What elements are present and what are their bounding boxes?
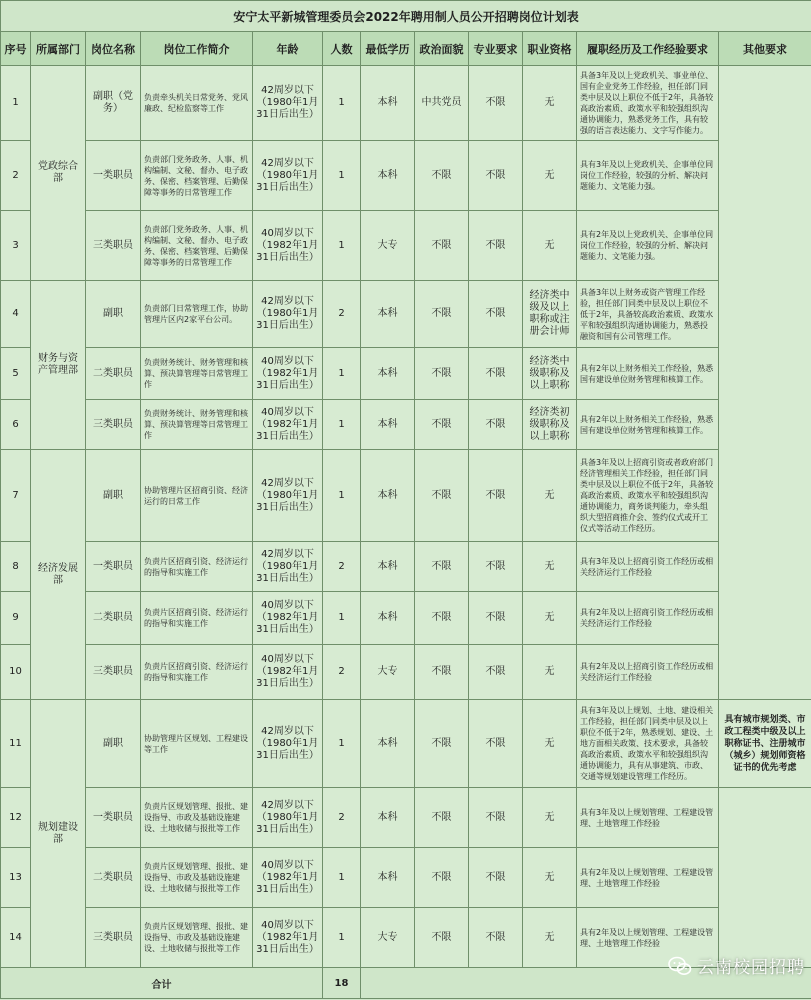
cell-experience: 具备3年及以上党政机关、事业单位、国有企业党务工作经验，担任部门同类中层及以上职位不低于2年，具备较高政治素质、政策水平和较强组织沟通协调能力，熟悉党务工作，具有较强的语言表达能力、文字写作能力。 [577, 66, 719, 141]
table-row [1, 542, 811, 592]
header-age: 年龄 [253, 32, 323, 66]
cell-no: 1 [1, 66, 31, 141]
cell-other-empty [719, 788, 811, 968]
cell-intro: 负责部门党务政务、人事、机构编制、文秘、督办、电子政务、保密、档案管理、后勤保障等事务的日常管理工作 [141, 211, 253, 281]
cell-major: 不限 [469, 141, 523, 211]
cell-major: 不限 [469, 348, 523, 400]
cell-certificate: 无 [523, 592, 577, 645]
cell-department: 规划建设部 [31, 700, 86, 968]
cell-post: 副职 [86, 700, 141, 788]
cell-certificate: 无 [523, 66, 577, 141]
cell-education: 本科 [361, 450, 415, 542]
cell-politics: 不限 [415, 141, 469, 211]
wechat-icon [668, 956, 692, 976]
header-politics: 政治面貌 [415, 32, 469, 66]
cell-no: 5 [1, 348, 31, 400]
cell-no: 11 [1, 700, 31, 788]
cell-experience: 具有3年及以上规划管理、工程建设管理、土地管理工作经验 [577, 788, 719, 848]
total-label: 合计 [1, 968, 323, 999]
cell-count: 1 [323, 908, 361, 968]
cell-education: 大专 [361, 211, 415, 281]
cell-post: 二类职员 [86, 592, 141, 645]
cell-age: 42周岁以下（1980年1月31日后出生） [253, 141, 323, 211]
cell-certificate: 无 [523, 700, 577, 788]
cell-politics: 中共党员 [415, 66, 469, 141]
cell-post: 一类职员 [86, 788, 141, 848]
header-intro: 岗位工作简介 [141, 32, 253, 66]
cell-education: 本科 [361, 400, 415, 450]
header-certificate: 职业资格 [523, 32, 577, 66]
cell-certificate: 无 [523, 211, 577, 281]
cell-age: 40周岁以下（1982年1月31日后出生） [253, 592, 323, 645]
cell-post: 三类职员 [86, 400, 141, 450]
table-title: 安宁太平新城管理委员会2022年聘用制人员公开招聘岗位计划表 [1, 1, 811, 32]
cell-age: 40周岁以下（1982年1月31日后出生） [253, 348, 323, 400]
cell-major: 不限 [469, 592, 523, 645]
table-row [1, 645, 811, 700]
cell-no: 4 [1, 281, 31, 348]
cell-intro: 负责财务统计、财务管理和核算、预决算管理等日常管理工作 [141, 348, 253, 400]
table-row [1, 450, 811, 542]
cell-intro: 负责片区招商引资、经济运行的指导和实施工作 [141, 542, 253, 592]
header-other: 其他要求 [719, 32, 811, 66]
cell-department: 党政综合部 [31, 66, 86, 281]
header-count: 人数 [323, 32, 361, 66]
cell-age: 42周岁以下（1980年1月31日后出生） [253, 700, 323, 788]
cell-post: 副职 [86, 450, 141, 542]
cell-certificate: 经济类中级职称及以上职称 [523, 348, 577, 400]
cell-department: 财务与资产管理部 [31, 281, 86, 450]
table-row [1, 141, 811, 211]
cell-count: 1 [323, 66, 361, 141]
cell-certificate: 无 [523, 848, 577, 908]
cell-post: 二类职员 [86, 848, 141, 908]
cell-major: 不限 [469, 450, 523, 542]
cell-education: 本科 [361, 66, 415, 141]
cell-no: 3 [1, 211, 31, 281]
cell-post: 二类职员 [86, 348, 141, 400]
cell-major: 不限 [469, 848, 523, 908]
cell-intro: 负责部门日常管理工作，协助管理片区内2家平台公司。 [141, 281, 253, 348]
cell-count: 1 [323, 700, 361, 788]
cell-education: 本科 [361, 848, 415, 908]
cell-count: 2 [323, 542, 361, 592]
cell-post: 三类职员 [86, 908, 141, 968]
cell-count: 1 [323, 211, 361, 281]
watermark [668, 953, 805, 978]
cell-intro: 负责财务统计、财务管理和核算、预决算管理等日常管理工作 [141, 400, 253, 450]
cell-education: 本科 [361, 700, 415, 788]
cell-major: 不限 [469, 645, 523, 700]
cell-education: 本科 [361, 542, 415, 592]
table-row [1, 592, 811, 645]
cell-post: 副职 [86, 281, 141, 348]
header-major: 专业要求 [469, 32, 523, 66]
cell-department: 经济发展部 [31, 450, 86, 700]
cell-experience: 具有2年及以上招商引资工作经历或相关经济运行工作经验 [577, 645, 719, 700]
cell-certificate: 无 [523, 450, 577, 542]
cell-post: 三类职员 [86, 211, 141, 281]
cell-intro: 协助管理片区规划、工程建设等工作 [141, 700, 253, 788]
cell-age: 42周岁以下（1980年1月31日后出生） [253, 542, 323, 592]
cell-intro: 负责牵头机关日常党务、党风廉政、纪检监察等工作 [141, 66, 253, 141]
cell-major: 不限 [469, 400, 523, 450]
cell-experience: 具有3年及以上规划、土地、建设相关工作经验，担任部门同类中层及以上职位不低于2年，熟悉规划、建设、土地方面相关政策、技术要求，具备较高政治素质、政策水平和较强组织沟通协调能力，具有从事建筑、市政、交通等规划建设管理工作经历。 [577, 700, 719, 788]
cell-count: 1 [323, 848, 361, 908]
table-row [1, 66, 811, 141]
cell-post: 三类职员 [86, 645, 141, 700]
cell-count: 1 [323, 400, 361, 450]
cell-age: 42周岁以下（1980年1月31日后出生） [253, 66, 323, 141]
cell-politics: 不限 [415, 400, 469, 450]
cell-intro: 负责片区招商引资、经济运行的指导和实施工作 [141, 645, 253, 700]
cell-no: 12 [1, 788, 31, 848]
cell-count: 1 [323, 141, 361, 211]
cell-education: 本科 [361, 281, 415, 348]
cell-no: 13 [1, 848, 31, 908]
cell-experience: 具有2年及以上党政机关、企事单位同岗位工作经验，较强的分析、解决问题能力、文笔能力强。 [577, 211, 719, 281]
cell-age: 40周岁以下（1982年1月31日后出生） [253, 848, 323, 908]
cell-intro: 负责片区规划管理、报批、建设指导、市政及基础设施建设、土地收储与报批等工作 [141, 908, 253, 968]
cell-age: 42周岁以下（1980年1月31日后出生） [253, 450, 323, 542]
cell-count: 2 [323, 281, 361, 348]
cell-certificate: 经济类初级职称及以上职称 [523, 400, 577, 450]
cell-certificate: 无 [523, 141, 577, 211]
cell-certificate: 无 [523, 542, 577, 592]
cell-intro: 协助管理片区招商引资、经济运行的日常工作 [141, 450, 253, 542]
cell-politics: 不限 [415, 211, 469, 281]
cell-count: 1 [323, 592, 361, 645]
cell-certificate: 无 [523, 645, 577, 700]
cell-intro: 负责部门党务政务、人事、机构编制、文秘、督办、电子政务、保密、档案管理、后勤保障等事务的日常管理工作 [141, 141, 253, 211]
cell-experience: 具有2年及以上规划管理、工程建设管理、土地管理工作经验 [577, 908, 719, 968]
cell-certificate: 无 [523, 788, 577, 848]
table-row [1, 788, 811, 848]
cell-count: 2 [323, 788, 361, 848]
cell-other-empty [719, 66, 811, 700]
cell-major: 不限 [469, 542, 523, 592]
cell-count: 2 [323, 645, 361, 700]
cell-experience: 具备3年以上财务或资产管理工作经验，担任部门同类中层及以上职位不低于2年，具备较高政治素质、政策水平和较强组织沟通协调能力，熟悉投融资和国有公司管理工作。 [577, 281, 719, 348]
cell-education: 大专 [361, 645, 415, 700]
cell-education: 本科 [361, 788, 415, 848]
cell-certificate: 无 [523, 908, 577, 968]
header-post: 岗位名称 [86, 32, 141, 66]
cell-count: 1 [323, 348, 361, 400]
total-count: 18 [323, 968, 361, 999]
cell-no: 10 [1, 645, 31, 700]
cell-intro: 负责片区招商引资、经济运行的指导和实施工作 [141, 592, 253, 645]
cell-experience: 具有2年及以上招商引资工作经历或相关经济运行工作经验 [577, 592, 719, 645]
cell-age: 42周岁以下（1980年1月31日后出生） [253, 281, 323, 348]
header-department: 所属部门 [31, 32, 86, 66]
cell-intro: 负责片区规划管理、报批、建设指导、市政及基础设施建设、土地收储与报批等工作 [141, 788, 253, 848]
cell-politics: 不限 [415, 848, 469, 908]
cell-politics: 不限 [415, 281, 469, 348]
cell-age: 40周岁以下（1982年1月31日后出生） [253, 908, 323, 968]
cell-age: 40周岁以下（1982年1月31日后出生） [253, 211, 323, 281]
cell-education: 大专 [361, 908, 415, 968]
header-education: 最低学历 [361, 32, 415, 66]
cell-no: 2 [1, 141, 31, 211]
cell-politics: 不限 [415, 592, 469, 645]
cell-experience: 具有2年以上财务相关工作经验，熟悉国有建设单位财务管理和核算工作。 [577, 348, 719, 400]
cell-post: 副职（党务） [86, 66, 141, 141]
cell-politics: 不限 [415, 645, 469, 700]
watermark-text: 云南校园招聘 [697, 958, 805, 978]
cell-major: 不限 [469, 908, 523, 968]
cell-experience: 具备3年及以上招商引资或者政府部门经济管理相关工作经验，担任部门同类中层及以上职位不低于2年，具备较高政治素质、政策水平和较强组织沟通协调能力，商务谈判能力，牵头组织大型招商推介会、签约仪式或开工仪式等活动工作经历。 [577, 450, 719, 542]
cell-education: 本科 [361, 141, 415, 211]
cell-major: 不限 [469, 700, 523, 788]
cell-no: 6 [1, 400, 31, 450]
cell-no: 14 [1, 908, 31, 968]
cell-education: 本科 [361, 348, 415, 400]
cell-major: 不限 [469, 281, 523, 348]
cell-no: 7 [1, 450, 31, 542]
table-row [1, 700, 811, 788]
table-row [1, 281, 811, 348]
cell-other-note: 具有城市规划类、市政工程类中级及以上职称证书、注册城市（城乡）规划师资格证书的优先考虑 [719, 700, 811, 788]
cell-experience: 具有2年及以上规划管理、工程建设管理、土地管理工作经验 [577, 848, 719, 908]
header-no: 序号 [1, 32, 31, 66]
cell-major: 不限 [469, 211, 523, 281]
cell-intro: 负责片区规划管理、报批、建设指导、市政及基础设施建设、土地收储与报批等工作 [141, 848, 253, 908]
header-experience: 履职经历及工作经验要求 [577, 32, 719, 66]
cell-no: 8 [1, 542, 31, 592]
cell-politics: 不限 [415, 908, 469, 968]
cell-major: 不限 [469, 66, 523, 141]
cell-major: 不限 [469, 788, 523, 848]
cell-certificate: 经济类中级及以上职称或注册会计师 [523, 281, 577, 348]
cell-politics: 不限 [415, 450, 469, 542]
cell-experience: 具有3年及以上招商引资工作经历或相关经济运行工作经验 [577, 542, 719, 592]
cell-politics: 不限 [415, 348, 469, 400]
cell-count: 1 [323, 450, 361, 542]
cell-experience: 具有3年及以上党政机关、企事单位同岗位工作经验，较强的分析、解决问题能力、文笔能力强。 [577, 141, 719, 211]
table-row [1, 348, 811, 400]
cell-politics: 不限 [415, 788, 469, 848]
cell-post: 一类职员 [86, 542, 141, 592]
cell-no: 9 [1, 592, 31, 645]
cell-post: 一类职员 [86, 141, 141, 211]
table-row [1, 848, 811, 908]
table-row [1, 211, 811, 281]
cell-experience: 具有2年以上财务相关工作经验，熟悉国有建设单位财务管理和核算工作。 [577, 400, 719, 450]
cell-politics: 不限 [415, 700, 469, 788]
table-row [1, 400, 811, 450]
cell-age: 40周岁以下（1982年1月31日后出生） [253, 400, 323, 450]
cell-age: 40周岁以下（1982年1月31日后出生） [253, 645, 323, 700]
cell-age: 42周岁以下（1980年1月31日后出生） [253, 788, 323, 848]
cell-education: 本科 [361, 592, 415, 645]
cell-politics: 不限 [415, 542, 469, 592]
